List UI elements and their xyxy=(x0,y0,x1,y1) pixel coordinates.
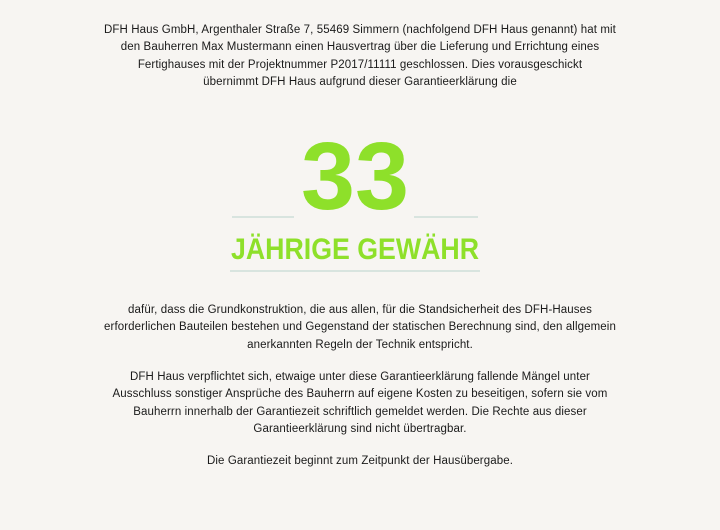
intro-line: übernimmt DFH Haus aufgrund dieser Garantieerklärung die xyxy=(203,75,517,88)
paragraph-line: erforderlichen Bauteilen bestehen und Gegenstand der statischen Berechnung sind, den allgemein xyxy=(104,321,616,334)
paragraph-obligation xyxy=(60,369,660,438)
paragraph-line: dafür, dass die Grundkonstruktion, die aus allen, für die Standsicherheit des DFH-Hauses xyxy=(128,304,592,316)
paragraph-line: Ausschluss sonstiger Ansprüche des Bauherrn auf eigene Kosten zu beseitigen, sofern sie vom xyxy=(112,388,608,401)
paragraph-line: Die Garantiezeit beginnt zum Zeitpunkt der Hausübergabe. xyxy=(206,455,514,467)
paragraph-scope xyxy=(70,302,650,354)
paragraph-line: DFH Haus verpflichtet sich, etwaige unter diese Garantieerklärung fallende Mängel unter xyxy=(130,371,590,383)
paragraph-start xyxy=(60,453,660,470)
intro-paragraph xyxy=(60,22,660,91)
intro-line: Fertighauses mit der Projektnummer P2017/11111 geschlossen. Dies vorausgeschickt xyxy=(137,58,583,71)
paragraph-line: anerkannten Regeln der Technik entspricht. xyxy=(247,338,473,351)
guarantee-badge xyxy=(228,134,482,272)
badge-text: JÄHRIGE GEWÄHR xyxy=(231,233,480,266)
paragraph-line: Garantieerklärung sind nicht übertragbar. xyxy=(253,422,467,435)
intro-line: den Bauherren Max Mustermann einen Hausvertrag über die Lieferung und Errichtung eines xyxy=(120,41,600,54)
intro-line: DFH Haus GmbH, Argenthaler Straße 7, 55469 Simmern (nachfolgend DFH Haus genannt) hat mit xyxy=(104,24,616,36)
badge-number: 33 xyxy=(301,134,409,230)
paragraph-line: Bauherrn innerhalb der Garantiezeit schriftlich gemeldet werden. Die Rechte aus dieser xyxy=(133,405,587,418)
